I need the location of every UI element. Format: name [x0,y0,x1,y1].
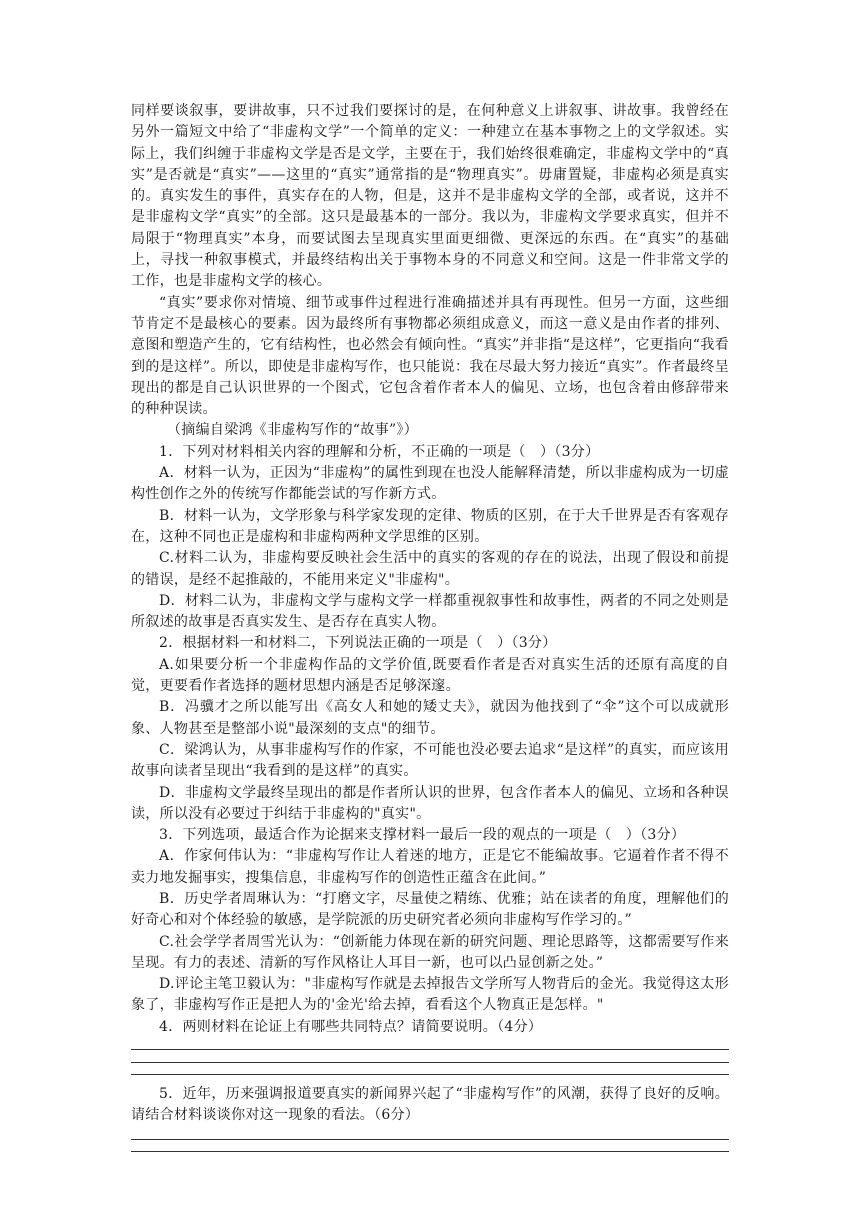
question-3-option-c: C.社会学学者周雪光认为：“创新能力体现在新的研究问题、理论思路等，这都需要写作来呈现。有力的表述、清新的写作风格让人耳目一新，也可以凸显创新之处。” [131,933,729,971]
question-1-option-d: D．材料二认为，非虚构文学与虚构文学一样都重视叙事性和故事性，两者的不同之处则是所叙述的故事是否真实发生、是否存在真实人物。 [131,592,729,631]
question-5-stem: 5．近年，历来强调报道要真实的新闻界兴起了“非虚构写作”的风潮，获得了良好的反响。请结合材料谈谈你对这一现象的看法。（6分） [131,1086,729,1124]
question-3-option-b: B．历史学者周琳认为：“打磨文字，尽量使之精练、优雅；站在读者的角度，理解他们的好奇心和对个体经验的敏感，是学院派的历史研究者必须向非虚构写作学习的。” [131,890,729,929]
question-3-option-d: D.评论主笔卫毅认为："非虚构写作就是去掉报告文学所写人物背后的金光。我觉得这太形象了，非虚构写作正是把人为的'金光'给去掉，看看这个人物真正是怎样。" [131,976,729,1014]
question-3-option-a: A．作家何伟认为：“非虚构写作让人着迷的地方，正是它不能编故事。它逼着作者不得不卖力地发掘事实，搜集信息，非虚构写作的创造性正蕴含在此间。” [131,848,729,886]
question-2-option-a: A.如果要分析一个非虚构作品的文学价值,既要看作者是否对真实生活的还原有高度的自觉，更要看作者选择的题材思想内涵是否足够深邃。 [131,656,729,695]
question-4-stem: 4．两则材料在论证上有哪些共同特点？请简要说明。（4分） [159,1018,543,1035]
question-1-option-b: B．材料一认为，文学形象与科学家发现的定律、物质的区别，在于大千世界是否有客观存在，这种不同也正是虚构和非虚构两种文学思维的区别。 [131,507,729,545]
source-citation: （摘编自梁鸿《非虚构写作的“故事”》） [167,422,419,439]
question-3-stem: 3．下列选项，最适合作为论据来支撑材料一最后一段的观点的一项是（ ）（3分） [159,827,686,844]
question-3 [131,825,729,1017]
question-2-stem: 2．根据材料一和材料二，下列说法正确的一项是（ ）（3分） [159,635,557,652]
question-1 [131,442,729,634]
question-5 [131,1084,729,1152]
material-two-paragraph-1: 同样要谈叙事，要讲故事，只不过我们要探讨的是，在何种意义上讲叙事、讲故事。我曾经在另外一篇短文中给了“非虚构文学”一个简单的定义：一种建立在基本事物之上的文学叙述。实际上，我们纠缠于非虚构文学是否是文学，主要在于，我们始终很难确定，非虚构文学中的“真实”是否就是“真实”——这里的“真实”通常指的是“物理真实”。毋庸置疑，非虚构必须是真实的。真实发生的事件，真实存在的人物，但是，这并不是非虚构文学的全部，或者说，这并不是非虚构文学“真实”的全部。这只是最基本的一部分。我以为，非虚构文学要求真实，但并不局限于“物理真实”本身，而要试图去呈现真实里面更细微、更深远的东西。在“真实”的基础上，寻找一种叙事模式，并最终结构出关于事物本身的不同意义和空间。这是一件非常文学的工作，也是非虚构文学的核心。 [131,103,729,290]
question-1-stem: 1．下列对材料相关内容的理解和分析，不正确的一项是（ ）（3分） [159,443,600,460]
question-1-option-c: C.材料二认为，非虚构要反映社会生活中的真实的客观的存在的说法，出现了假设和前提的错误，是经不起推敲的，不能用来定义"非虚构"。 [131,550,729,588]
question-2-option-d: D．非虚构文学最终呈现出的都是作者所认识的世界，包含作者本人的偏见、立场和各种误读，所以没有必要过于纠结于非虚构的"真实"。 [131,784,729,822]
question-2 [131,633,729,825]
question-4 [131,1017,729,1084]
answer-line[interactable] [131,1151,729,1152]
question-2-option-c: C．梁鸿认为，从事非虚构写作的作家，不可能也没必要去追求“是这样”的真实，而应该用故事向读者呈现出“我看到的是这样”的真实。 [131,741,729,780]
question-2-option-b: B．冯骥才之所以能写出《高女人和她的矮丈夫》，就因为他找到了“伞”这个可以成就形象、人物甚至是整部小说"最深刻的支点"的细节。 [131,699,729,737]
page-content [131,101,729,1152]
question-1-option-a: A．材料一认为，正因为“非虚构”的属性到现在也没人能解释清楚，所以非虚构成为一切虚构性创作之外的传统写作都能尝试的写作新方式。 [131,465,729,503]
material-two-paragraph-2: “真实”要求你对情境、细节或事件过程进行准确描述并具有再现性。但另一方面，这些细节肯定不是最核心的要素。因为最终所有事物都必须组成意义，而这一意义是由作者的排列、意图和塑造产生的，它有结构性，也必然会有倾向性。“真实”并非指“是这样”，它更指向“我看到的是这样”。所以，即使是非虚构写作，也只能说：我在尽最大努力接近“真实”。作者最终呈现出的都是自己认识世界的一个图式，它包含着作者本人的偏见、立场，也包含着由修辞带来的种种误读。 [131,294,729,418]
